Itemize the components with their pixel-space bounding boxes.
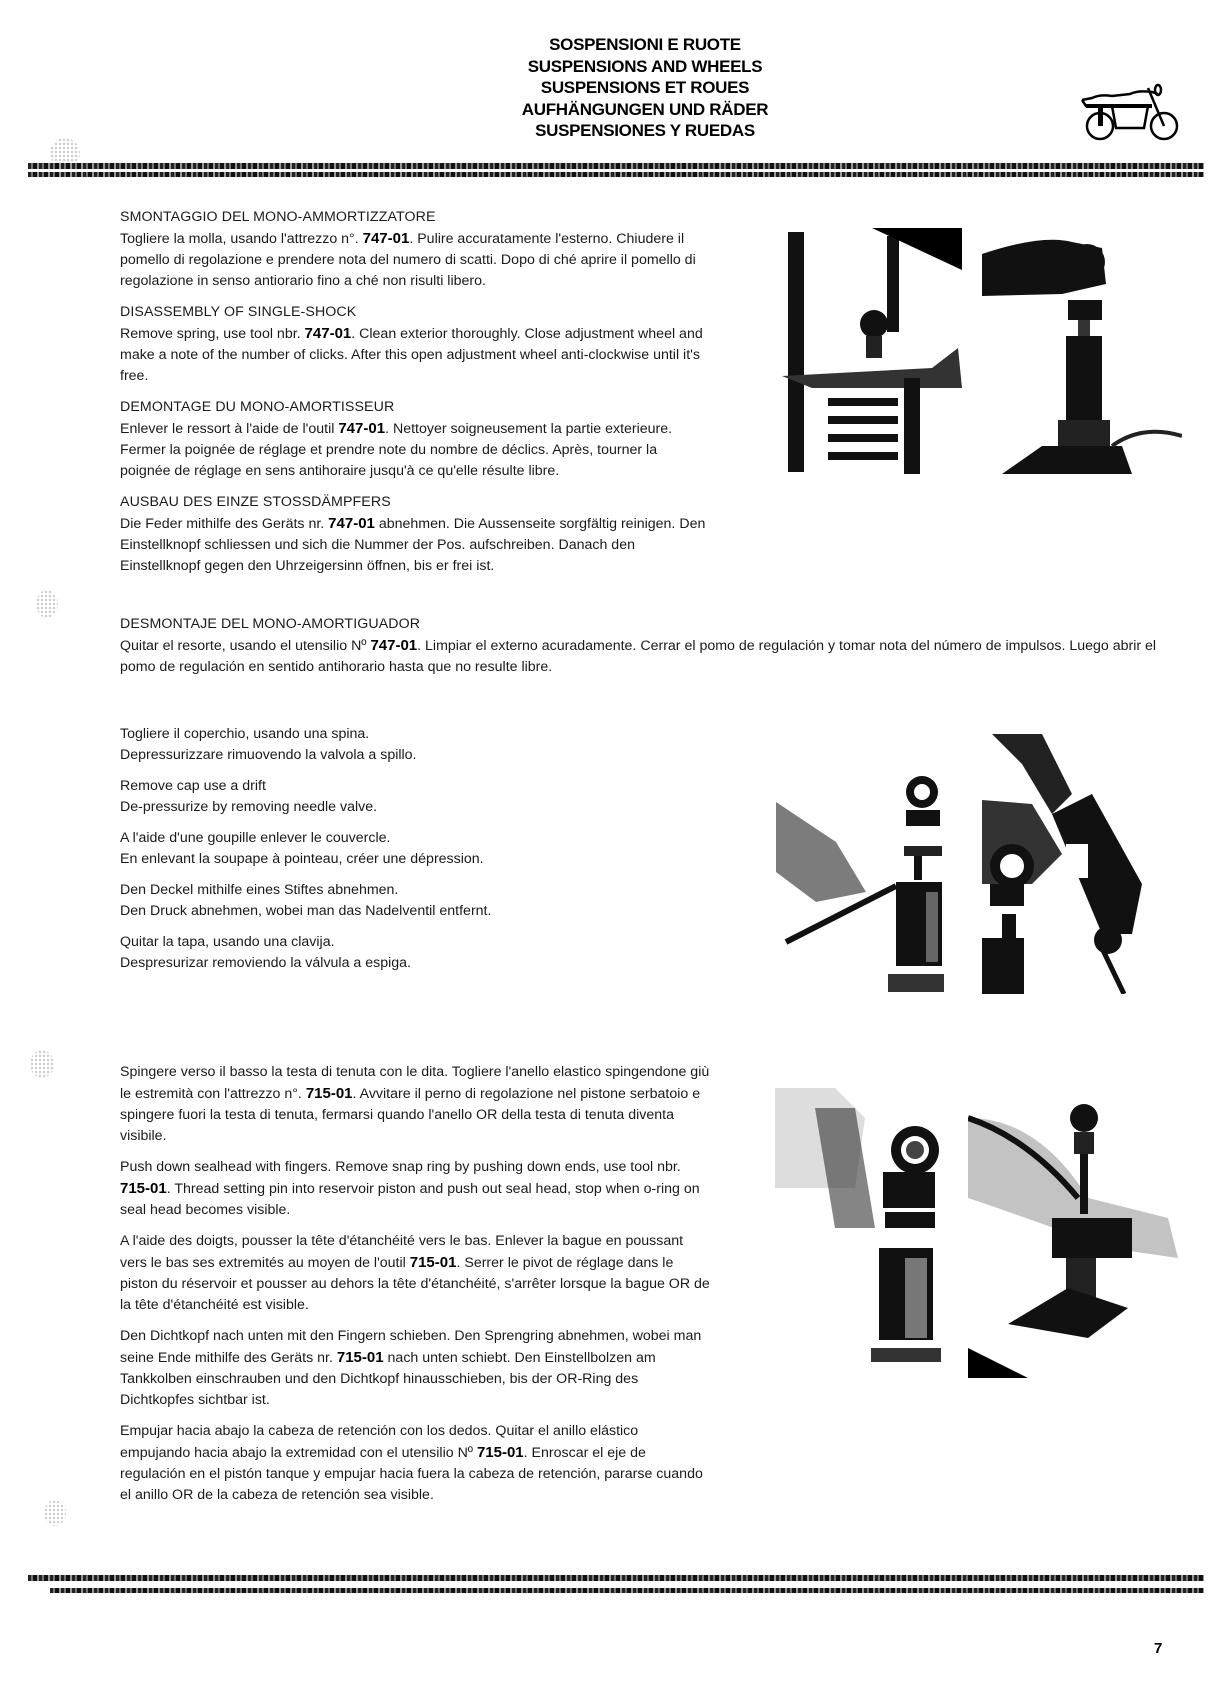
tool-number: 715-01: [305, 1085, 353, 1102]
text: A l'aide des doigts, pousser la tête d'étanchéité vers le bas. Enlever la bague en poussant vers le bas ses extremités au moyen de l'outil: [120, 1233, 684, 1271]
tool-number: 715-01: [120, 1180, 167, 1197]
text: . Thread setting pin into reservoir piston and push out seal head, stop when o-ring on seal head becomes visible.: [120, 1181, 700, 1218]
spring-compressor-photo: [782, 228, 962, 476]
tool-number: 747-01: [304, 325, 352, 342]
instruction-spanish: [120, 614, 1190, 678]
footer-rule-top: [28, 1575, 1204, 1581]
heading-german: AUSBAU DES EINZE STOSSDÄMPFERS: [120, 494, 391, 510]
title-italian: SOSPENSIONI E RUOTE: [549, 35, 741, 54]
text-line: En enlevant la soupape à pointeau, créer une dépression.: [120, 851, 484, 867]
text: . Limpiar el externo acuradamente. Cerrar el pomo de regulación y tomar nota del número de impulsos. Luego abrir el pomo de regulación en sentido antihorario hasta que no resulte libre.: [120, 638, 1157, 675]
text-line: Den Druck abnehmen, wobei man das Nadelventil entfernt.: [120, 903, 492, 919]
adjustment-knob-photo: [982, 224, 1182, 474]
instruction-spanish: [120, 932, 640, 974]
text: Spingere verso il basso la testa di tenuta con le dita. Togliere l'anello elastico spingendone giù le estremità con l'attrezzo n°.: [120, 1064, 710, 1102]
text: Die Feder mithilfe des Geräts nr.: [120, 516, 329, 532]
text-line: Quitar la tapa, usando una clavija.: [120, 934, 335, 950]
needle-valve-photo: [982, 734, 1182, 994]
tool-number: 715-01: [409, 1254, 457, 1271]
header-rule-top: [28, 163, 1204, 169]
text: . Pulire accuratamente l'esterno. Chiudere il pomello di regolazione e prendere nota del numero di scatti. Dopo di ché aprire il pomello di regolazione in senso antiorario fino a ché non risulti libero.: [120, 231, 696, 289]
text: Empujar hacia abajo la cabeza de retención con los dedos. Quitar el anillo elástico empujando hacia abajo la extremidad con el utensilio Nº: [120, 1423, 639, 1461]
text-line: Den Deckel mithilfe eines Stiftes abnehmen.: [120, 882, 399, 898]
text: nach unten schiebt. Den Einstellbolzen am Tankkolben einschrauben und den Dichtkopf hinausschieben, bis der OR-Ring des Dichtkopfes sichtbar ist.: [120, 1350, 656, 1408]
instruction-german: [120, 880, 640, 922]
text: . Nettoyer soigneusement la partie exterieure. Fermer la poignée de réglage et prendre note du nombre de déclics. Après, tourner la poignée de réglage en sens antihoraire jusqu'à ce qu'elle résulte libre.: [120, 421, 673, 479]
seal-head-push-photo: [775, 1078, 965, 1368]
text-line: Despresurizar removiendo la válvula a espiga.: [120, 955, 411, 971]
section-seal-head-removal: [120, 1062, 710, 1516]
title-french: SUSPENSIONS ET ROUES: [540, 78, 750, 97]
instruction-italian: [120, 1062, 710, 1147]
instruction-german: [120, 492, 710, 577]
instruction-italian: [120, 724, 640, 766]
heading-italian: SMONTAGGIO DEL MONO-AMMORTIZZATORE: [120, 209, 436, 225]
instruction-spanish: [120, 1421, 710, 1506]
text: Den Dichtkopf nach unten mit den Fingern schieben. Den Sprengring abnehmen, wobei man seine Ende mithilfe des Geräts nr.: [120, 1328, 702, 1366]
section-single-shock-disassembly: [120, 207, 710, 587]
instruction-italian: [120, 207, 710, 292]
page-number: 7: [1154, 1640, 1163, 1657]
heading-english: DISASSEMBLY OF SINGLE-SHOCK: [120, 304, 357, 320]
title-spanish: SUSPENSIONES Y RUEDAS: [535, 121, 755, 140]
text-line: Remove cap use a drift: [120, 778, 266, 794]
section-cap-removal: [120, 724, 640, 984]
text: Push down sealhead with fingers. Remove snap ring by pushing down ends, use tool nbr.: [120, 1159, 681, 1175]
tool-number: 747-01: [338, 420, 386, 437]
text-line: De-pressurize by removing needle valve.: [120, 799, 378, 815]
text-line: Togliere il coperchio, usando una spina.: [120, 726, 370, 742]
motorcycle-icon: [1072, 82, 1192, 144]
instruction-french: [120, 1231, 710, 1316]
instruction-english: [120, 302, 710, 387]
text: Quitar el resorte, usando el utensilio Nº: [120, 638, 371, 654]
text: . Enroscar el eje de regulación en el pistón tanque y empujar hacia fuera la cabeza de retención, pararse cuando el anillo OR de la cabeza de retención sea visible.: [120, 1445, 703, 1503]
instruction-french: [120, 828, 640, 870]
setting-pin-photo: [968, 1078, 1188, 1378]
text: Togliere la molla, usando l'attrezzo n°.: [120, 231, 363, 247]
text-line: A l'aide d'une goupille enlever le couvercle.: [120, 830, 391, 846]
header-rule-bottom: [28, 172, 1204, 177]
instruction-german: [120, 1326, 710, 1411]
instruction-english: [120, 776, 640, 818]
tool-number: 715-01: [476, 1444, 524, 1461]
heading-spanish: DESMONTAJE DEL MONO-AMORTIGUADOR: [120, 616, 421, 632]
text: . Clean exterior thoroughly. Close adjustment wheel and make a note of the number of clicks. After this open adjustment wheel anti-clockwise until it's free.: [120, 326, 703, 384]
footer-rule-bottom: [50, 1588, 1204, 1593]
tool-number: 747-01: [362, 230, 410, 247]
text: . Serrer le pivot de réglage dans le piston du réservoir et pousser au dehors la tête d'étanchéité, s'arrêter lorsque la bague OR de la tête d'étanchéité est visible.: [120, 1255, 710, 1313]
title-english: SUSPENSIONS AND WHEELS: [527, 56, 763, 76]
instruction-french: [120, 397, 710, 482]
text: Remove spring, use tool nbr.: [120, 326, 305, 342]
punch-hole-mark: [30, 1050, 54, 1078]
instruction-english: [120, 1157, 710, 1221]
title-german: AUFHÄNGUNGEN UND RÄDER: [521, 99, 769, 119]
punch-hole-mark: [36, 590, 58, 618]
text: Enlever le ressort à l'aide de l'outil: [120, 421, 339, 437]
text: . Avvitare il perno di regolazione nel pistone serbatoio e spingere fuori la testa di tenuta, fermarsi quando l'anello OR della testa di tenuta diventa visibile.: [120, 1086, 701, 1144]
text: abnehmen. Die Aussenseite sorgfältig reinigen. Den Einstellknopf schliessen und sich die Nummer der Pos. aufschreiben. Danach den Einstellknopf gegen den Uhrzeigersinn öffnen, bis er frei ist.: [120, 516, 706, 574]
tool-number: 715-01: [336, 1349, 384, 1366]
punch-hole-mark: [44, 1500, 66, 1526]
cap-removal-photo: [776, 752, 966, 992]
text-line: Depressurizzare rimuovendo la valvola a spillo.: [120, 747, 417, 763]
heading-french: DEMONTAGE DU MONO-AMORTISSEUR: [120, 399, 395, 415]
tool-number: 747-01: [328, 515, 375, 532]
tool-number: 747-01: [370, 637, 418, 654]
page-header-titles: [470, 34, 820, 142]
